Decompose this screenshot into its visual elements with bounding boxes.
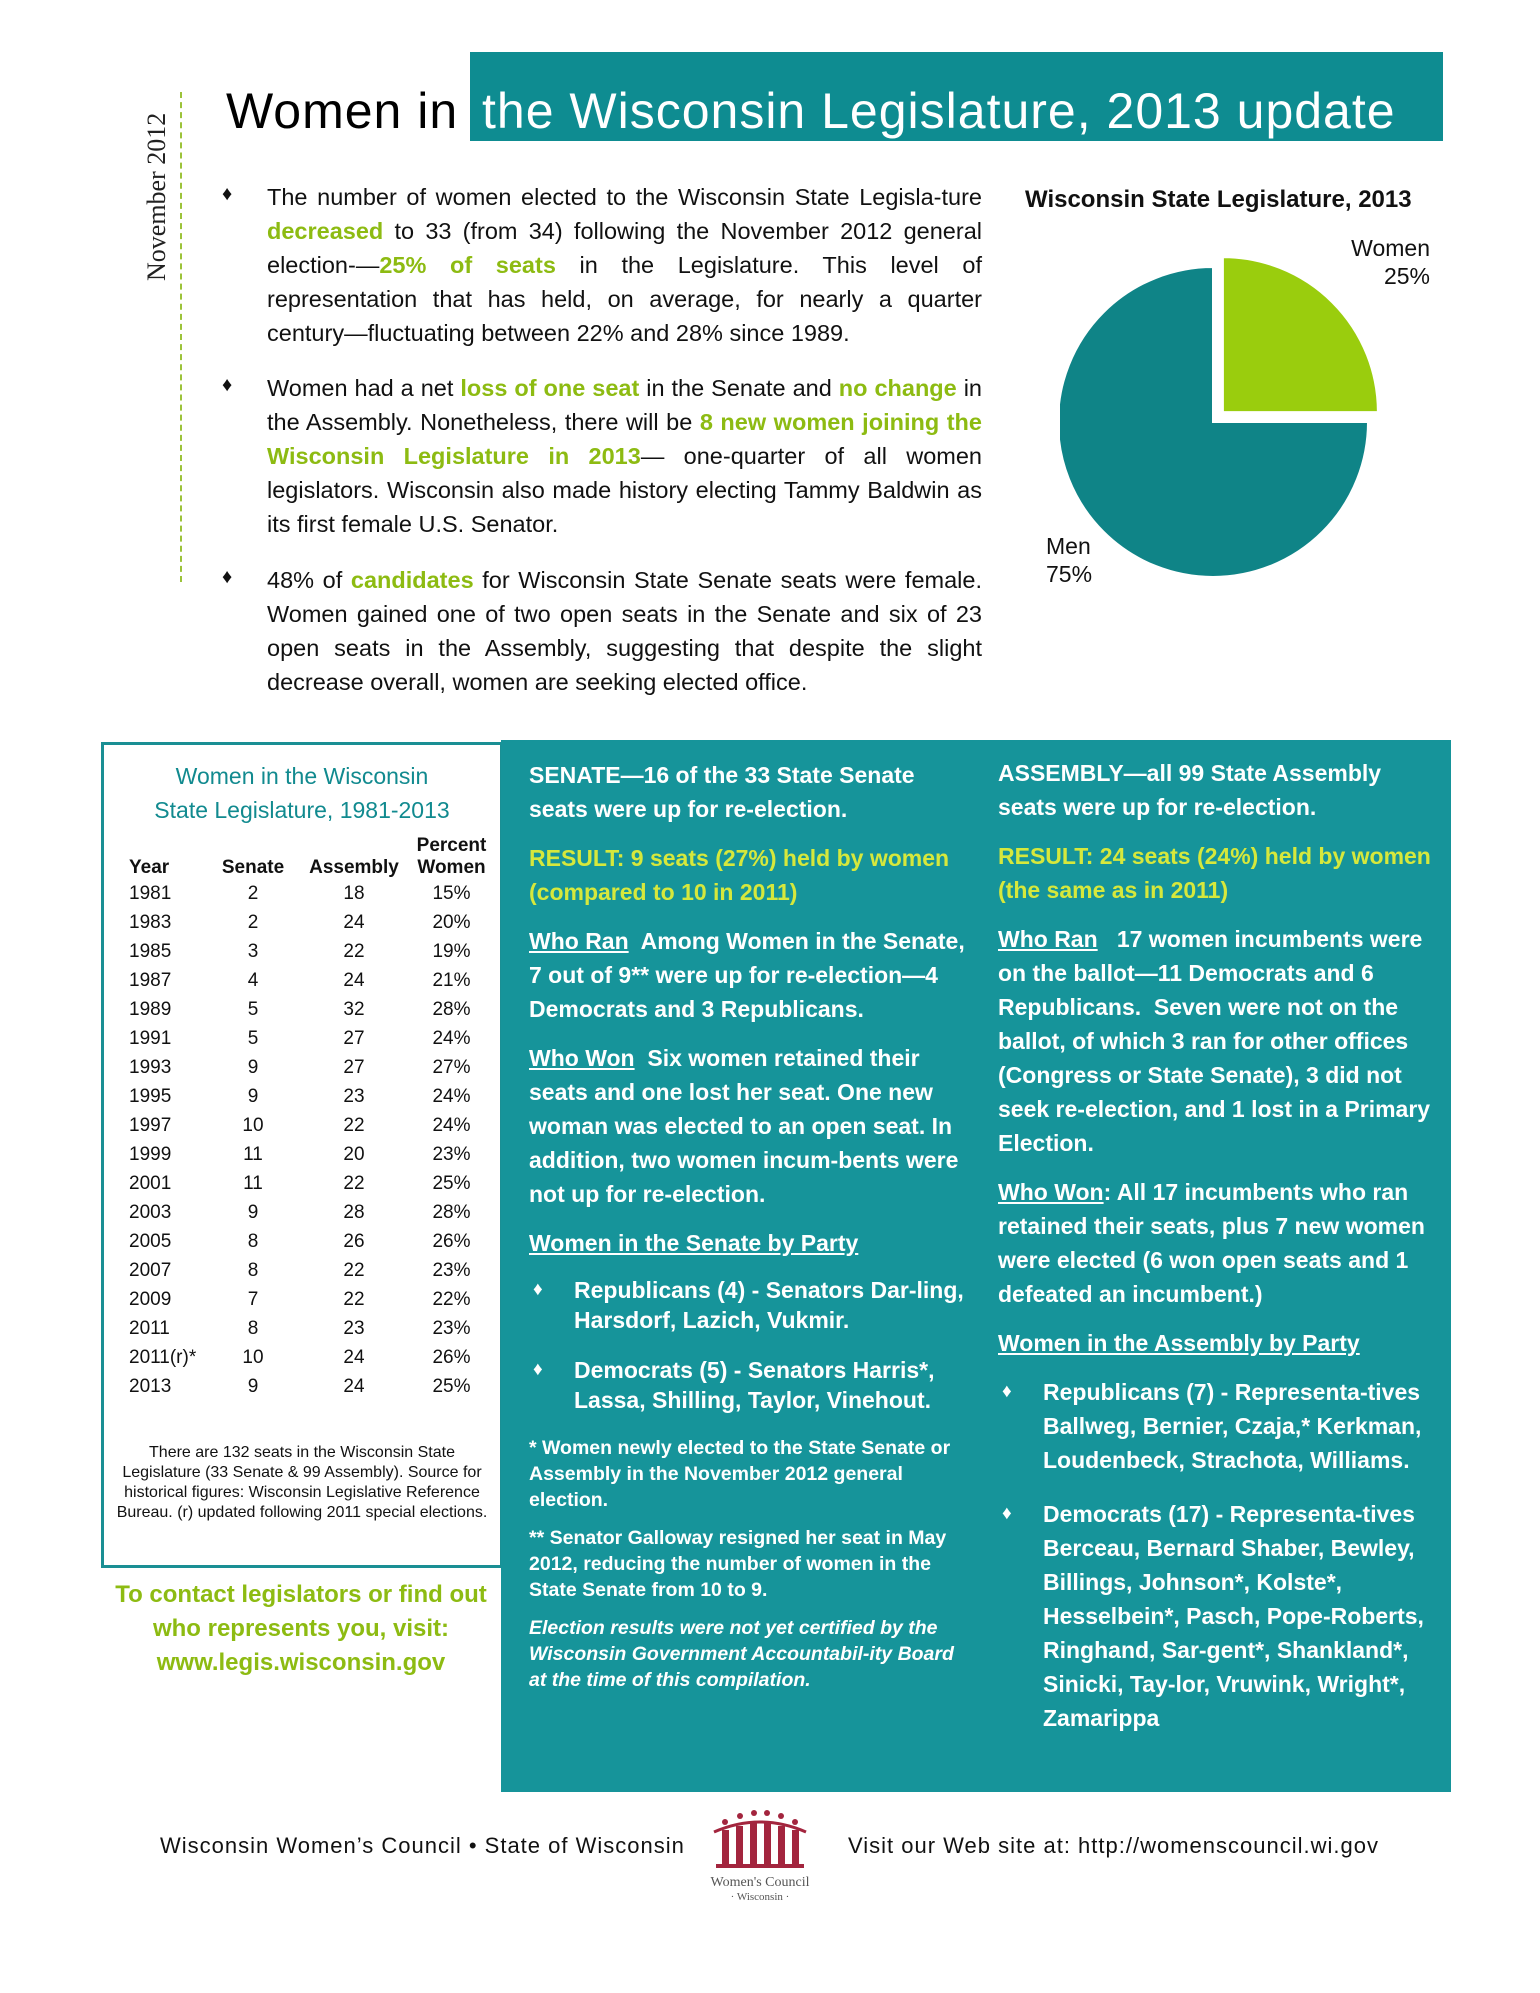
- table-row: [114, 1343, 494, 1372]
- cell-senate: 8: [247, 1317, 259, 1339]
- cell-year: 1993: [129, 1056, 172, 1078]
- dem-text: Democrats (5) - Senators Harris*, Lassa, Shilling, Taylor, Vinehout.: [574, 1357, 935, 1413]
- cell-assembly: 24: [343, 1346, 365, 1368]
- history-table-box: [101, 742, 503, 1568]
- who-ran-heading: Who Ran: [998, 926, 1098, 952]
- bullet-text-segment: for Wisconsin State Senate seats were female. Women gained one of two open seats in the Senate and six of 23 open seats in the Assembly, suggesting that despite the slight decrease overall, women are seeking elected office.: [267, 567, 982, 695]
- senate-intro: SENATE—16 of the 33 State Senate seats were up for re-election.: [529, 762, 915, 822]
- table-row: [114, 1227, 494, 1256]
- footer-website: Visit our Web site at: http://womenscouncil.wi.gov: [848, 1833, 1379, 1858]
- table-title-line2: State Legislature, 1981-2013: [154, 797, 450, 823]
- diamond-bullet-icon: ♦: [533, 1359, 543, 1380]
- men-label: Men: [1046, 533, 1091, 559]
- cell-year: 2003: [129, 1201, 172, 1223]
- table-row: [114, 1372, 494, 1401]
- cell-senate: 5: [247, 998, 259, 1020]
- summary-bullet-1: [222, 180, 982, 350]
- summary-bullet-2: [222, 371, 982, 541]
- table-row: [114, 966, 494, 995]
- table-row: [114, 1053, 494, 1082]
- table-row: [114, 1314, 494, 1343]
- highlight-text: loss of one seat: [460, 375, 640, 401]
- cell-pct: 23%: [432, 1317, 471, 1339]
- table-row: [114, 1169, 494, 1198]
- senate-result: RESULT: 9 seats (27%) held by women (compared to 10 in 2011): [529, 845, 950, 905]
- senate-column: [529, 758, 978, 1708]
- pie-label-women: [1350, 234, 1430, 290]
- cell-pct: 26%: [432, 1346, 471, 1368]
- pie-chart-title: Wisconsin State Legislature, 2013: [1025, 186, 1412, 213]
- table-row: [114, 1285, 494, 1314]
- cell-pct: 24%: [432, 1114, 471, 1136]
- rep-text: Republicans (4) - Senators Dar-ling, Harsdorf, Lazich, Vukmir.: [574, 1277, 964, 1333]
- cell-assembly: 26: [343, 1230, 365, 1252]
- assembly-republicans: [998, 1375, 1433, 1477]
- cell-pct: 23%: [432, 1143, 471, 1165]
- cell-year: 2007: [129, 1259, 172, 1281]
- senate-party-heading: [529, 1226, 969, 1260]
- cell-pct: 15%: [432, 882, 471, 904]
- cell-senate: 10: [242, 1346, 264, 1368]
- senate-republicans: [529, 1275, 969, 1335]
- table-row: [114, 1111, 494, 1140]
- rep-text: Republicans (7) - Representa-tives Ballweg, Bernier, Czaja,* Kerkman, Loudenbeck, Strachota, Williams.: [1043, 1379, 1422, 1473]
- bullet-text-segment: in the Legislature. This level of representation that has held, on average, for nearly a quarter century—fluctuating between 22% and 28% since 1989.: [267, 252, 982, 346]
- diamond-bullet-icon: ♦: [1002, 1381, 1012, 1402]
- cell-year: 1999: [129, 1143, 172, 1165]
- senate-note-2: ** Senator Galloway resigned her seat in May 2012, reducing the number of women in the State Senate from 10 to 9.: [529, 1527, 947, 1601]
- logo-line2: · Wisconsin ·: [730, 1891, 790, 1903]
- table-row: [114, 1256, 494, 1285]
- cell-senate: 8: [247, 1230, 259, 1252]
- cell-senate: 9: [247, 1201, 259, 1223]
- cell-assembly: 23: [343, 1317, 365, 1339]
- cell-assembly: 22: [343, 940, 365, 962]
- highlight-text: decreased: [267, 218, 384, 244]
- cell-pct: 23%: [432, 1259, 471, 1281]
- footer-organization: Wisconsin Women’s Council • State of Wisconsin: [160, 1833, 685, 1858]
- senate-who-ran: [529, 924, 978, 1026]
- diamond-bullet-icon: ♦: [1002, 1503, 1012, 1524]
- history-table: [114, 835, 494, 1401]
- assembly-who-ran: [998, 922, 1437, 1160]
- who-won-text: : All 17 incumbents who ran retained their seats, plus 7 new women were elected (6 won open seats and 1 defeated an incumbent.): [998, 1179, 1425, 1307]
- cell-year: 1981: [129, 882, 172, 904]
- diamond-bullet-icon: ♦: [533, 1279, 543, 1300]
- cell-year: 2013: [129, 1375, 172, 1397]
- highlight-text: 25% of seats: [379, 252, 556, 278]
- men-pct: 75%: [1046, 561, 1093, 587]
- logo-line1: Women's Council: [710, 1875, 810, 1890]
- table-title-line1: Women in the Wisconsin: [175, 763, 429, 789]
- cell-assembly: 22: [343, 1288, 365, 1310]
- assembly-democrats: [998, 1497, 1433, 1735]
- cell-senate: 11: [243, 1143, 263, 1165]
- cell-year: 2001: [129, 1172, 172, 1194]
- who-won-text: Six women retained their seats and one lost her seat. One new woman was elected to an open seat. In addition, two women incum-bents were not up for re-election.: [529, 1045, 965, 1207]
- cell-assembly: 24: [343, 911, 365, 933]
- bullet-text-segment: The number of women elected to the Wisconsin State Legisla-ture: [267, 184, 982, 210]
- table-row: [114, 1024, 494, 1053]
- cell-year: 1995: [129, 1085, 172, 1107]
- cell-assembly: 22: [343, 1114, 365, 1136]
- summary-bullet-3: [222, 563, 982, 699]
- table-row: [114, 908, 494, 937]
- diamond-bullet-icon: ♦: [222, 566, 233, 588]
- bullet-text-segment: Women had a net: [267, 375, 461, 401]
- assembly-result: RESULT: 24 seats (24%) held by women (the same as in 2011): [998, 843, 1431, 903]
- table-row: [114, 995, 494, 1024]
- cell-pct: 25%: [432, 1375, 471, 1397]
- table-title: [104, 759, 500, 827]
- cell-year: 2011(r)*: [129, 1346, 197, 1368]
- side-date-label: [132, 96, 172, 296]
- women-pct: 25%: [1383, 263, 1430, 289]
- cell-year: 1997: [129, 1114, 172, 1136]
- assembly-who-won: [998, 1175, 1433, 1311]
- table-row: [114, 1140, 494, 1169]
- logo-text: [700, 1875, 820, 1905]
- highlight-text: 8 new women joining the Wisconsin Legislature in 2013: [267, 409, 982, 469]
- who-won-heading: Who Won: [998, 1179, 1104, 1205]
- cell-assembly: 27: [343, 1056, 365, 1078]
- bullet-text-segment: — one-quarter of all women legislators. Wisconsin also made history electing Tammy Baldwin as its first female U.S. Senator.: [267, 443, 982, 537]
- cell-year: 1985: [129, 940, 172, 962]
- cell-senate: 3: [247, 940, 259, 962]
- cell-assembly: 27: [343, 1027, 365, 1049]
- pie-label-men: [1046, 532, 1092, 588]
- cell-senate: 2: [247, 882, 259, 904]
- cell-pct: 28%: [432, 1201, 471, 1223]
- senate-who-won: [529, 1041, 969, 1211]
- party-heading-text: Women in the Senate by Party: [529, 1230, 859, 1256]
- bullet-text: [267, 371, 982, 541]
- page-title-part1: Women in: [226, 83, 459, 139]
- cell-year: 2005: [129, 1230, 172, 1252]
- cell-year: 1991: [129, 1027, 172, 1049]
- bullet-text-segment: 48% of: [267, 567, 351, 593]
- senate-note-1: * Women newly elected to the State Senate or Assembly in the November 2012 general election.: [529, 1437, 951, 1511]
- page-title-part2: the Wisconsin Legislature, 2013 update: [482, 83, 1396, 139]
- table-row: [114, 1082, 494, 1111]
- senate-note-3: Election results were not yet certified by the Wisconsin Government Accountabil-ity Board at the time of this compilation.: [529, 1617, 954, 1691]
- table-row: [114, 879, 494, 908]
- senate-democrats: [529, 1355, 969, 1415]
- side-divider: [180, 92, 182, 582]
- assembly-party-heading: [998, 1326, 1433, 1360]
- highlight-text: no change: [838, 375, 957, 401]
- cell-pct: 25%: [432, 1172, 471, 1194]
- who-ran-text: Among Women in the Senate, 7 out of 9** were up for re-election—4 Democrats and 3 Republicans.: [529, 928, 978, 1022]
- cell-assembly: 24: [343, 1375, 365, 1397]
- col-header-senate: Senate: [221, 857, 285, 878]
- cell-senate: 9: [247, 1085, 259, 1107]
- dem-text: Democrats (17) - Representa-tives Berceau, Bernard Shaber, Bewley, Billings, Johnson*, Kolste*, Hesselbein*, Pasch, Pope-Roberts, Ringhand, Sar-gent*, Shankland*, Sinicki, Tay-lor, Vruwink, Wright*, Zamarippa: [1043, 1501, 1424, 1731]
- cell-senate: 4: [247, 969, 259, 991]
- table-row: [114, 937, 494, 966]
- cell-pct: 28%: [432, 998, 471, 1020]
- cell-assembly: 22: [343, 1172, 365, 1194]
- party-heading-text: Women in the Assembly by Party: [998, 1330, 1360, 1356]
- columns-logo-icon: [700, 1810, 820, 1870]
- cell-senate: 11: [243, 1172, 263, 1194]
- cell-senate: 9: [247, 1056, 259, 1078]
- bullet-text-segment: in the Assembly. Nonetheless, there will be: [267, 375, 982, 435]
- cell-senate: 10: [242, 1114, 264, 1136]
- bullet-text: [267, 563, 982, 699]
- cell-assembly: 18: [343, 882, 365, 904]
- who-ran-heading: Who Ran: [529, 928, 629, 954]
- assembly-intro: ASSEMBLY—all 99 State Assembly seats were up for re-election.: [998, 760, 1382, 820]
- cell-year: 1989: [129, 998, 172, 1020]
- table-row: [114, 1198, 494, 1227]
- cell-pct: 24%: [432, 1085, 471, 1107]
- cell-pct: 26%: [432, 1230, 471, 1252]
- diamond-bullet-icon: ♦: [222, 374, 233, 396]
- cell-pct: 19%: [432, 940, 471, 962]
- bullet-text-segment: to 33 (from 34) following the November 2012 general election-—: [267, 218, 982, 278]
- cell-assembly: 23: [343, 1085, 365, 1107]
- bullet-text-segment: in the Senate and: [639, 375, 839, 401]
- cell-assembly: 32: [343, 998, 365, 1020]
- cell-senate: 5: [247, 1027, 259, 1049]
- cell-year: 1987: [129, 969, 172, 991]
- col-header-percent: Percent Women: [416, 835, 487, 878]
- cell-pct: 24%: [432, 1027, 471, 1049]
- date-text: November 2012: [142, 112, 171, 281]
- cell-assembly: 28: [343, 1201, 365, 1223]
- cell-assembly: 24: [343, 969, 365, 991]
- cell-assembly: 20: [343, 1143, 365, 1165]
- who-won-heading: Who Won: [529, 1045, 635, 1071]
- cell-year: 2011: [129, 1317, 170, 1339]
- cell-pct: 22%: [432, 1288, 471, 1310]
- pie-chart: [1060, 240, 1400, 590]
- cell-pct: 27%: [432, 1056, 471, 1078]
- cell-pct: 21%: [432, 969, 471, 991]
- cell-senate: 8: [247, 1259, 259, 1281]
- diamond-bullet-icon: ♦: [222, 183, 233, 205]
- table-note: There are 132 seats in the Wisconsin State Legislature (33 Senate & 99 Assembly). Source for historical figures: Wisconsin Legislative Reference Bureau. (r) updated following 2011 special elections.: [116, 1444, 488, 1521]
- cell-senate: 7: [247, 1288, 259, 1310]
- cell-senate: 2: [247, 911, 259, 933]
- contact-info: To contact legislators or find out who represents you, visit: www.legis.wisconsin.gov: [115, 1581, 487, 1676]
- womens-council-logo: [700, 1810, 820, 1905]
- cell-year: 2009: [129, 1288, 172, 1310]
- col-header-assembly: Assembly: [309, 857, 399, 878]
- highlight-text: candidates: [350, 567, 474, 593]
- women-label: Women: [1351, 235, 1430, 261]
- cell-senate: 9: [247, 1375, 259, 1397]
- col-header-year: Year: [129, 857, 170, 878]
- cell-pct: 20%: [432, 911, 471, 933]
- who-ran-text: 17 women incumbents were on the ballot—11 Democrats and 6 Republicans. Seven were not on the ballot, of which 3 ran for other offices (Congress or State Senate), 3 did not seek re-election, and 1 lost in a Primary Election.: [998, 926, 1437, 1156]
- cell-assembly: 22: [343, 1259, 365, 1281]
- cell-year: 1983: [129, 911, 172, 933]
- assembly-column: [998, 756, 1437, 1755]
- bullet-text: [267, 180, 982, 350]
